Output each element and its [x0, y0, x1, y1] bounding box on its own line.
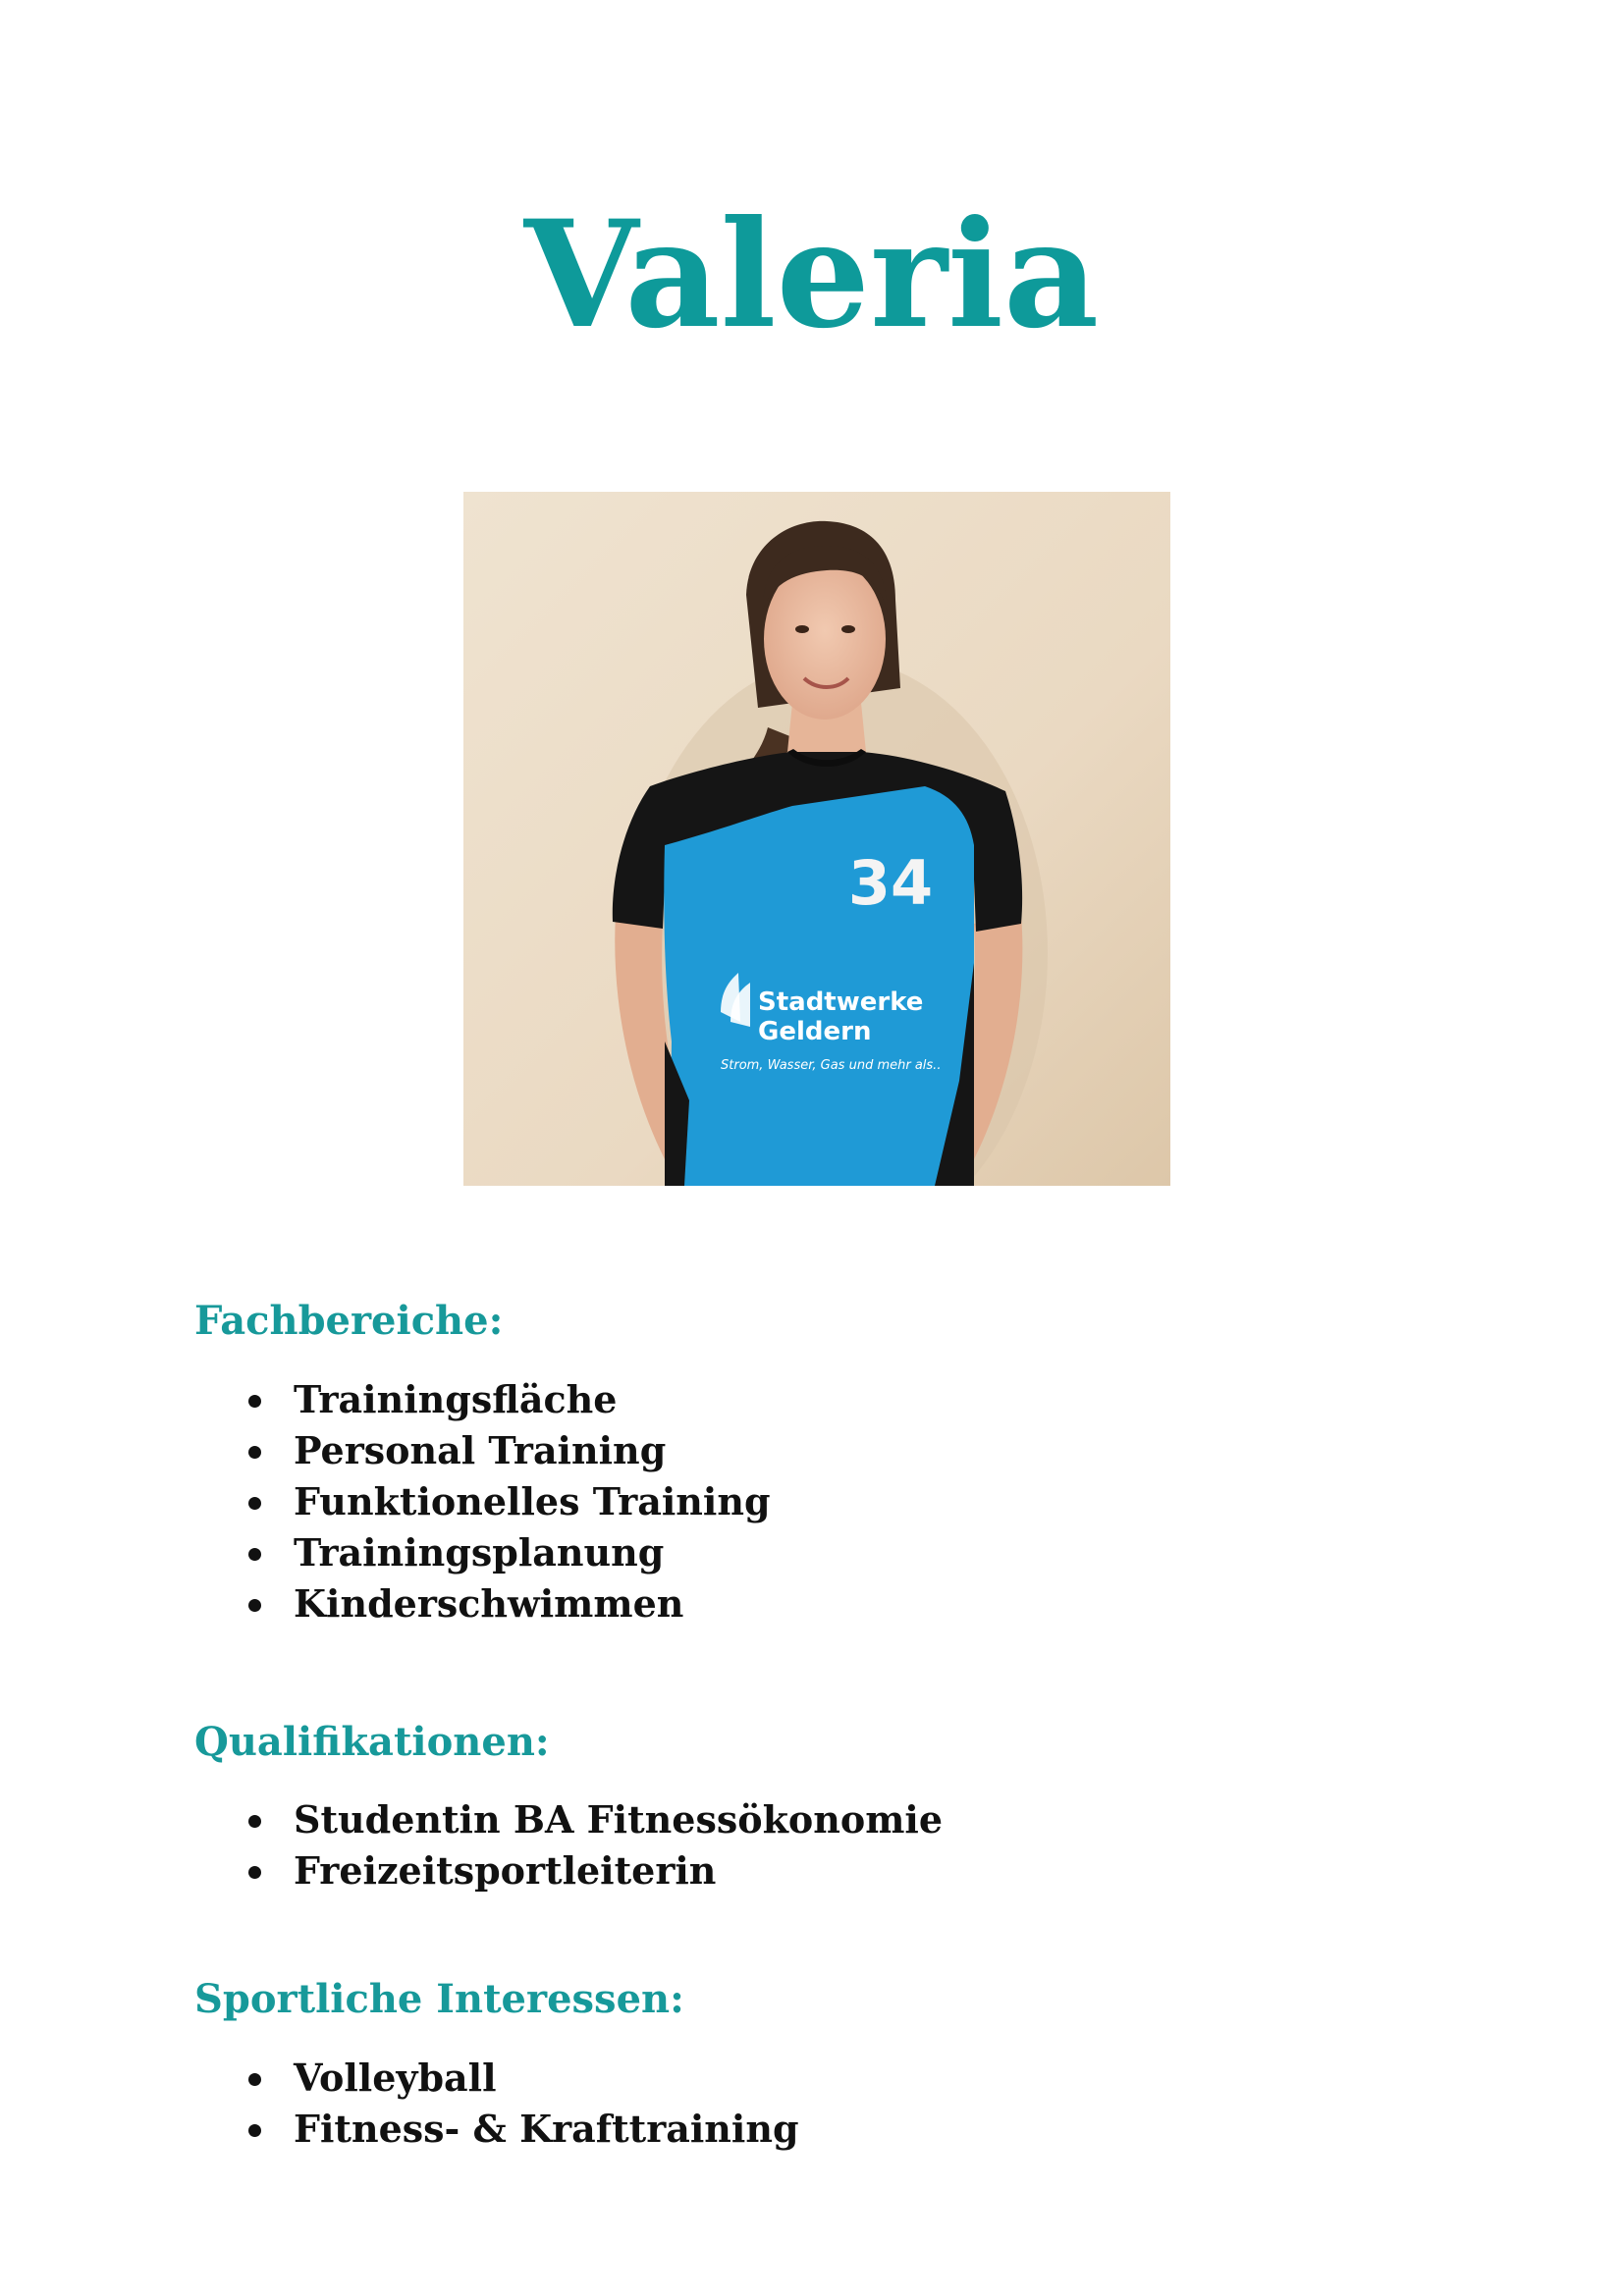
list-item: Volleyball: [243, 2053, 799, 2104]
list-item: Fitness- & Krafttraining: [243, 2104, 799, 2155]
bullet-icon: [248, 1866, 261, 1879]
bullet-icon: [248, 2124, 261, 2137]
bullet-icon: [248, 1599, 261, 1612]
sportliche-interessen-list: [243, 2053, 799, 2155]
list-item: Funktionelles Training: [243, 1476, 771, 1527]
list-item: Freizeitsportleiterin: [243, 1845, 943, 1896]
list-item: Trainingsplanung: [243, 1527, 771, 1578]
bullet-icon: [248, 1497, 261, 1510]
section-heading-qualifikationen: Qualifikationen:: [194, 1719, 550, 1765]
list-item: Trainingsfläche: [243, 1374, 771, 1425]
bullet-icon: [248, 2073, 261, 2086]
bullet-icon: [248, 1446, 261, 1459]
bullet-icon: [248, 1395, 261, 1408]
jersey-sponsor-tagline: Strom, Wasser, Gas und mehr als..: [721, 1058, 942, 1073]
fachbereiche-list: [243, 1374, 771, 1629]
list-item: Kinderschwimmen: [243, 1578, 771, 1629]
page-title: Valeria: [523, 188, 1100, 361]
jersey-sponsor-line1: Stadtwerke: [758, 988, 924, 1017]
qualifikationen-list: [243, 1794, 943, 1896]
section-heading-fachbereiche: Fachbereiche:: [194, 1298, 504, 1344]
list-item: Personal Training: [243, 1425, 771, 1476]
jersey-sponsor-line2: Geldern: [758, 1017, 872, 1046]
jersey-number: 34: [847, 847, 934, 919]
list-item: Studentin BA Fitnessökonomie: [243, 1794, 943, 1845]
profile-photo: [463, 492, 1170, 1186]
section-heading-sportliche-interessen: Sportliche Interessen:: [194, 1976, 684, 2022]
bullet-icon: [248, 1815, 261, 1828]
bullet-icon: [248, 1548, 261, 1561]
